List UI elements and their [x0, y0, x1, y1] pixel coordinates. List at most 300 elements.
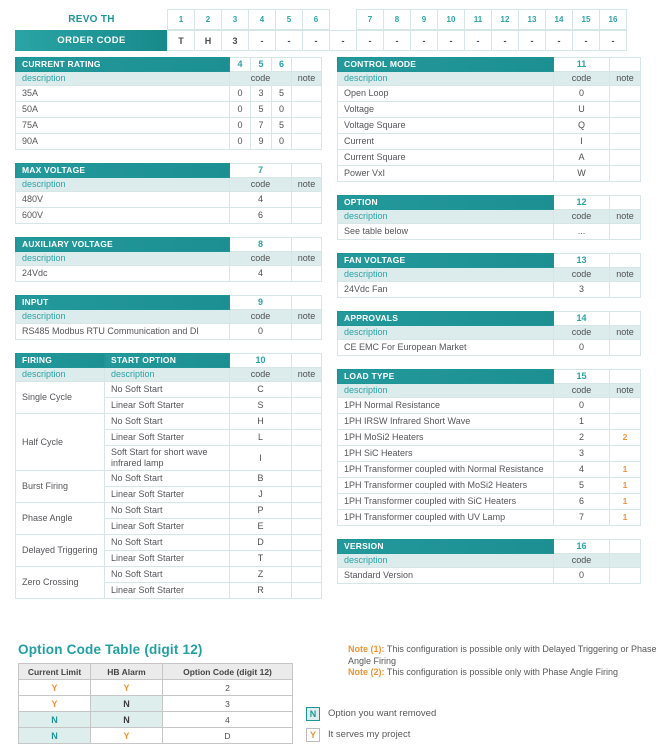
- code-header: code: [554, 268, 610, 282]
- note-cell: [292, 324, 322, 340]
- table-title: INPUT: [16, 296, 230, 310]
- note-cell: [610, 118, 641, 134]
- table-input: [15, 295, 322, 340]
- note-cell: [292, 487, 322, 503]
- code-cell: 0: [272, 102, 292, 118]
- table-row: [19, 728, 293, 744]
- note-cell: [610, 568, 641, 584]
- table-row: [338, 494, 641, 510]
- note-cell: [292, 519, 322, 535]
- firing-group-cell: Phase Angle: [16, 503, 105, 535]
- description-cell: 24Vdc: [16, 266, 230, 282]
- option-code-cell: 3: [163, 696, 293, 712]
- blank-cell: [610, 312, 641, 326]
- table-title: AUXILIARY VOLTAGE: [16, 238, 230, 252]
- digit-cell: 13: [554, 254, 610, 268]
- table-row: [16, 208, 322, 224]
- table-current-rating: [15, 57, 322, 150]
- code-cell: 0: [230, 102, 251, 118]
- table-row: [338, 478, 641, 494]
- digit-label-1: 1: [167, 9, 195, 30]
- description-cell: 35A: [16, 86, 230, 102]
- note-header: note: [610, 268, 641, 282]
- blank-cell: [292, 164, 322, 178]
- table-header-row: [338, 312, 641, 326]
- digit-label-10: 10: [437, 9, 465, 30]
- order-code-value-13: -: [518, 30, 546, 51]
- hb-alarm-cell: Y: [91, 680, 163, 696]
- order-code-value-gap: -: [329, 30, 357, 51]
- legend-y-text: It serves my project: [328, 729, 411, 740]
- legend-item-serves: [306, 728, 658, 742]
- note-cell: [610, 282, 641, 298]
- digit-label-2: 2: [194, 9, 222, 30]
- table-row: [338, 150, 641, 166]
- table-auxiliary-voltage: [15, 237, 322, 282]
- description-header: description: [338, 268, 554, 282]
- table-subheader-row: [338, 326, 641, 340]
- description-header: description: [338, 72, 554, 86]
- option-code-table: [18, 663, 293, 744]
- table-subheader-row: [338, 72, 641, 86]
- code-cell: E: [230, 519, 292, 535]
- table-fan-voltage: [337, 253, 641, 298]
- order-code-label: ORDER CODE: [15, 30, 168, 51]
- description-cell: Linear Soft Starter: [105, 551, 230, 567]
- code-cell: Z: [230, 567, 292, 583]
- order-code-value-1: T: [167, 30, 195, 51]
- code-cell: 1: [554, 414, 610, 430]
- order-code-value-3: 3: [221, 30, 249, 51]
- order-code-value-14: -: [545, 30, 573, 51]
- code-cell: H: [230, 414, 292, 430]
- legend-item-removed: [306, 707, 658, 721]
- table-max-voltage: [15, 163, 322, 224]
- order-code-value-4: -: [248, 30, 276, 51]
- table-row: [338, 462, 641, 478]
- code-header: code: [554, 554, 610, 568]
- table-title: FAN VOLTAGE: [338, 254, 554, 268]
- note-1: [348, 644, 658, 667]
- table-version: [337, 539, 641, 584]
- digit-cell: 16: [554, 540, 610, 554]
- note-cell: [292, 192, 322, 208]
- order-code-value-15: -: [572, 30, 600, 51]
- digit-label-13: 13: [518, 9, 546, 30]
- description-header: description: [16, 252, 230, 266]
- digit-cell: 11: [554, 58, 610, 72]
- code-header: code: [230, 310, 292, 324]
- code-cell: 0: [230, 324, 292, 340]
- code-cell: 9: [251, 134, 272, 150]
- code-cell: 5: [554, 478, 610, 494]
- table-header-row: [338, 58, 641, 72]
- note-header: note: [610, 326, 641, 340]
- table-row: [16, 134, 322, 150]
- table-row: [338, 224, 641, 240]
- table-row: [338, 414, 641, 430]
- blank-cell: [292, 354, 322, 368]
- table-subheader-row: [338, 384, 641, 398]
- note-cell: [292, 446, 322, 471]
- table-row: [338, 340, 641, 356]
- blank-cell: [610, 58, 641, 72]
- code-cell: I: [230, 446, 292, 471]
- current-limit-cell: Y: [19, 680, 91, 696]
- code-cell: T: [230, 551, 292, 567]
- legend-y-box: Y: [306, 728, 320, 742]
- note-header: [610, 554, 641, 568]
- description-cell: No Soft Start: [105, 567, 230, 583]
- code-cell: ...: [554, 224, 610, 240]
- table-row: [19, 696, 293, 712]
- order-code-value-12: -: [491, 30, 519, 51]
- order-code-value-2: H: [194, 30, 222, 51]
- code-cell: 3: [251, 86, 272, 102]
- note-cell: [610, 102, 641, 118]
- note-cell: [610, 224, 641, 240]
- table-row: [16, 382, 322, 398]
- hb-alarm-cell: N: [91, 712, 163, 728]
- note-header: note: [292, 252, 322, 266]
- code-header: code: [554, 210, 610, 224]
- table-row: [338, 134, 641, 150]
- note-cell: [292, 430, 322, 446]
- table-row: [19, 712, 293, 728]
- current-limit-cell: N: [19, 728, 91, 744]
- code-cell: C: [230, 382, 292, 398]
- firing-group-cell: Half Cycle: [16, 414, 105, 471]
- description-cell: 50A: [16, 102, 230, 118]
- description-cell: No Soft Start: [105, 414, 230, 430]
- table-control-mode: [337, 57, 641, 182]
- code-cell: W: [554, 166, 610, 182]
- table-subheader-row: [16, 178, 322, 192]
- code-cell: 0: [554, 86, 610, 102]
- digit-label-9: 9: [410, 9, 438, 30]
- note-header: note: [610, 384, 641, 398]
- order-code-value-10: -: [437, 30, 465, 51]
- table-header-row: [338, 196, 641, 210]
- current-limit-header: Current Limit: [19, 664, 91, 680]
- table-row: [338, 398, 641, 414]
- note-cell: [610, 414, 641, 430]
- table-row: [16, 192, 322, 208]
- code-cell: 4: [554, 462, 610, 478]
- blank-cell: [610, 540, 641, 554]
- option-code-cell: 4: [163, 712, 293, 728]
- table-load-type: [337, 369, 641, 526]
- current-limit-cell: N: [19, 712, 91, 728]
- table-header-row: [16, 164, 322, 178]
- description-cell: Power VxI: [338, 166, 554, 182]
- code-cell: 4: [230, 266, 292, 282]
- description-header: description: [338, 554, 554, 568]
- code-cell: 7: [554, 510, 610, 526]
- table-subheader-row: [338, 554, 641, 568]
- note-header: note: [610, 210, 641, 224]
- table-subheader-row: [16, 368, 322, 382]
- table-title: CONTROL MODE: [338, 58, 554, 72]
- firing-group-cell: Zero Crossing: [16, 567, 105, 599]
- note-cell: 1: [610, 462, 641, 478]
- description-cell: Linear Soft Starter: [105, 583, 230, 599]
- option-code-header: Option Code (digit 12): [163, 664, 293, 680]
- code-header: code: [554, 72, 610, 86]
- table-row: [16, 503, 322, 519]
- code-cell: 5: [272, 118, 292, 134]
- digit-label-gap: [329, 9, 357, 30]
- digit-cell: 7: [230, 164, 292, 178]
- table-option: [337, 195, 641, 240]
- table-row: [338, 568, 641, 584]
- note-cell: [292, 266, 322, 282]
- description-cell: 24Vdc Fan: [338, 282, 554, 298]
- code-cell: 0: [230, 134, 251, 150]
- note-cell: [610, 446, 641, 462]
- table-row: [16, 324, 322, 340]
- description-header: description: [16, 368, 105, 382]
- legend-n-text: Option you want removed: [328, 708, 437, 719]
- description-cell: 1PH IRSW Infrared Short Wave: [338, 414, 554, 430]
- table-row: [16, 567, 322, 583]
- description-cell: Linear Soft Starter: [105, 398, 230, 414]
- note-cell: [292, 382, 322, 398]
- code-cell: 6: [554, 494, 610, 510]
- code-cell: 3: [554, 446, 610, 462]
- description-cell: Linear Soft Starter: [105, 487, 230, 503]
- digit-cell: 14: [554, 312, 610, 326]
- description-cell: 1PH Transformer coupled with MoSi2 Heaters: [338, 478, 554, 494]
- description-cell: 1PH MoSi2 Heaters: [338, 430, 554, 446]
- table-subheader-row: [16, 310, 322, 324]
- option-code-table-title: Option Code Table (digit 12): [18, 642, 203, 657]
- order-code-value-8: -: [383, 30, 411, 51]
- code-header: code: [554, 326, 610, 340]
- code-cell: 0: [230, 118, 251, 134]
- note-cell: 2: [610, 430, 641, 446]
- table-row: [338, 118, 641, 134]
- digit-label-5: 5: [275, 9, 303, 30]
- table-row: [19, 680, 293, 696]
- note-cell: [292, 414, 322, 430]
- description-cell: Soft Start for short wave infrared lamp: [105, 446, 230, 471]
- description-cell: No Soft Start: [105, 471, 230, 487]
- note-cell: [610, 150, 641, 166]
- blank-cell: [292, 238, 322, 252]
- table-row: [16, 266, 322, 282]
- description-cell: 1PH Normal Resistance: [338, 398, 554, 414]
- table-row: [16, 86, 322, 102]
- legend-n-box: N: [306, 707, 320, 721]
- code-cell: I: [554, 134, 610, 150]
- table-subheader-row: [16, 252, 322, 266]
- description-cell: Current: [338, 134, 554, 150]
- note-2: [348, 667, 658, 679]
- table-header-row: [16, 354, 322, 368]
- note-cell: [292, 398, 322, 414]
- note-cell: [610, 134, 641, 150]
- digit-label-4: 4: [248, 9, 276, 30]
- table-header-row: [16, 58, 322, 72]
- code-cell: P: [230, 503, 292, 519]
- table-row: [338, 430, 641, 446]
- note-cell: [610, 86, 641, 102]
- digit-label-12: 12: [491, 9, 519, 30]
- digit-cell: 15: [554, 370, 610, 384]
- description-cell: 1PH Transformer coupled with UV Lamp: [338, 510, 554, 526]
- firing-group-cell: Single Cycle: [16, 382, 105, 414]
- digit-label-15: 15: [572, 9, 600, 30]
- description-cell: Standard Version: [338, 568, 554, 584]
- code-header: code: [554, 384, 610, 398]
- note-cell: [292, 471, 322, 487]
- description-header: description: [16, 310, 230, 324]
- table-row: [16, 102, 322, 118]
- note-cell: 1: [610, 478, 641, 494]
- code-header: code: [230, 72, 292, 86]
- code-header: code: [230, 252, 292, 266]
- description-cell: 1PH Transformer coupled with Normal Resistance: [338, 462, 554, 478]
- note-cell: [292, 551, 322, 567]
- description-cell: No Soft Start: [105, 382, 230, 398]
- description-cell: 1PH SiC Heaters: [338, 446, 554, 462]
- description-header: description: [338, 210, 554, 224]
- note-2-label: Note (2):: [348, 667, 385, 677]
- option-code-cell: 2: [163, 680, 293, 696]
- table-title: MAX VOLTAGE: [16, 164, 230, 178]
- note-cell: [292, 583, 322, 599]
- order-code-value-6: -: [302, 30, 330, 51]
- description-cell: 480V: [16, 192, 230, 208]
- description-cell: RS485 Modbus RTU Communication and DI: [16, 324, 230, 340]
- notes-block: [348, 644, 658, 679]
- table-header-row: [338, 370, 641, 384]
- digit-cell: 4: [230, 58, 251, 72]
- description-cell: No Soft Start: [105, 535, 230, 551]
- order-code-value-9: -: [410, 30, 438, 51]
- table-subheader-row: [16, 72, 322, 86]
- digit-label-16: 16: [599, 9, 627, 30]
- note-header: note: [292, 368, 322, 382]
- firing-group-cell: Burst Firing: [16, 471, 105, 503]
- firing-group-cell: Delayed Triggering: [16, 535, 105, 567]
- blank-cell: [610, 370, 641, 384]
- note-cell: [292, 118, 322, 134]
- description-cell: See table below: [338, 224, 554, 240]
- code-cell: A: [554, 150, 610, 166]
- digit-label-8: 8: [383, 9, 411, 30]
- order-code-value-5: -: [275, 30, 303, 51]
- note-header: note: [292, 310, 322, 324]
- note-cell: [292, 208, 322, 224]
- option-code-cell: D: [163, 728, 293, 744]
- note-1-label: Note (1):: [348, 644, 385, 654]
- description-cell: 600V: [16, 208, 230, 224]
- code-cell: 3: [554, 282, 610, 298]
- code-cell: L: [230, 430, 292, 446]
- blank-cell: [292, 58, 322, 72]
- description-cell: Linear Soft Starter: [105, 519, 230, 535]
- code-cell: R: [230, 583, 292, 599]
- description-header: description: [338, 384, 554, 398]
- table-title: APPROVALS: [338, 312, 554, 326]
- digit-cell: 8: [230, 238, 292, 252]
- order-code-value-7: -: [356, 30, 384, 51]
- note-cell: [292, 134, 322, 150]
- note-cell: 1: [610, 494, 641, 510]
- table-subheader-row: [338, 268, 641, 282]
- code-cell: 5: [251, 102, 272, 118]
- digit-cell: 5: [251, 58, 272, 72]
- table-title: LOAD TYPE: [338, 370, 554, 384]
- code-cell: 0: [230, 86, 251, 102]
- description-cell: 75A: [16, 118, 230, 134]
- blank-cell: [610, 196, 641, 210]
- table-title: VERSION: [338, 540, 554, 554]
- note-1-text: This configuration is possible only with Delayed Triggering or Phase Angle Firing: [348, 644, 657, 666]
- description-cell: CE EMC For European Market: [338, 340, 554, 356]
- digit-label-6: 6: [302, 9, 330, 30]
- order-code-row: [15, 30, 644, 51]
- table-subheader-row: [338, 210, 641, 224]
- table-row: [16, 471, 322, 487]
- table-row: [16, 414, 322, 430]
- description-cell: Open Loop: [338, 86, 554, 102]
- digit-label-14: 14: [545, 9, 573, 30]
- code-cell: Q: [554, 118, 610, 134]
- table-header-row: [338, 254, 641, 268]
- table-title-start-option: START OPTION: [105, 354, 230, 368]
- table-header-row: [19, 664, 293, 680]
- legend: [306, 707, 658, 742]
- table-firing: [15, 353, 322, 599]
- current-limit-cell: Y: [19, 696, 91, 712]
- note-header: note: [292, 178, 322, 192]
- description-header: description: [105, 368, 230, 382]
- digit-cell: 10: [230, 354, 292, 368]
- table-header-row: [16, 238, 322, 252]
- code-cell: B: [230, 471, 292, 487]
- blank-cell: [292, 296, 322, 310]
- product-title: REVO TH: [68, 14, 115, 25]
- digit-cell: 9: [230, 296, 292, 310]
- table-row: [338, 446, 641, 462]
- code-cell: J: [230, 487, 292, 503]
- order-code-value-16: -: [599, 30, 627, 51]
- table-title: OPTION: [338, 196, 554, 210]
- hb-alarm-header: HB Alarm: [91, 664, 163, 680]
- table-title: FIRING: [16, 354, 105, 368]
- code-cell: 0: [554, 340, 610, 356]
- digit-number-row: [15, 9, 644, 30]
- description-cell: Linear Soft Starter: [105, 430, 230, 446]
- code-cell: 0: [272, 134, 292, 150]
- hb-alarm-cell: Y: [91, 728, 163, 744]
- description-cell: Voltage Square: [338, 118, 554, 134]
- table-row: [338, 86, 641, 102]
- description-cell: No Soft Start: [105, 503, 230, 519]
- description-cell: Voltage: [338, 102, 554, 118]
- description-cell: 90A: [16, 134, 230, 150]
- description-cell: 1PH Transformer coupled with SiC Heaters: [338, 494, 554, 510]
- note-cell: [610, 340, 641, 356]
- note-cell: 1: [610, 510, 641, 526]
- digit-cell: 12: [554, 196, 610, 210]
- table-row: [16, 535, 322, 551]
- note-header: note: [292, 72, 322, 86]
- digit-cell: 6: [272, 58, 292, 72]
